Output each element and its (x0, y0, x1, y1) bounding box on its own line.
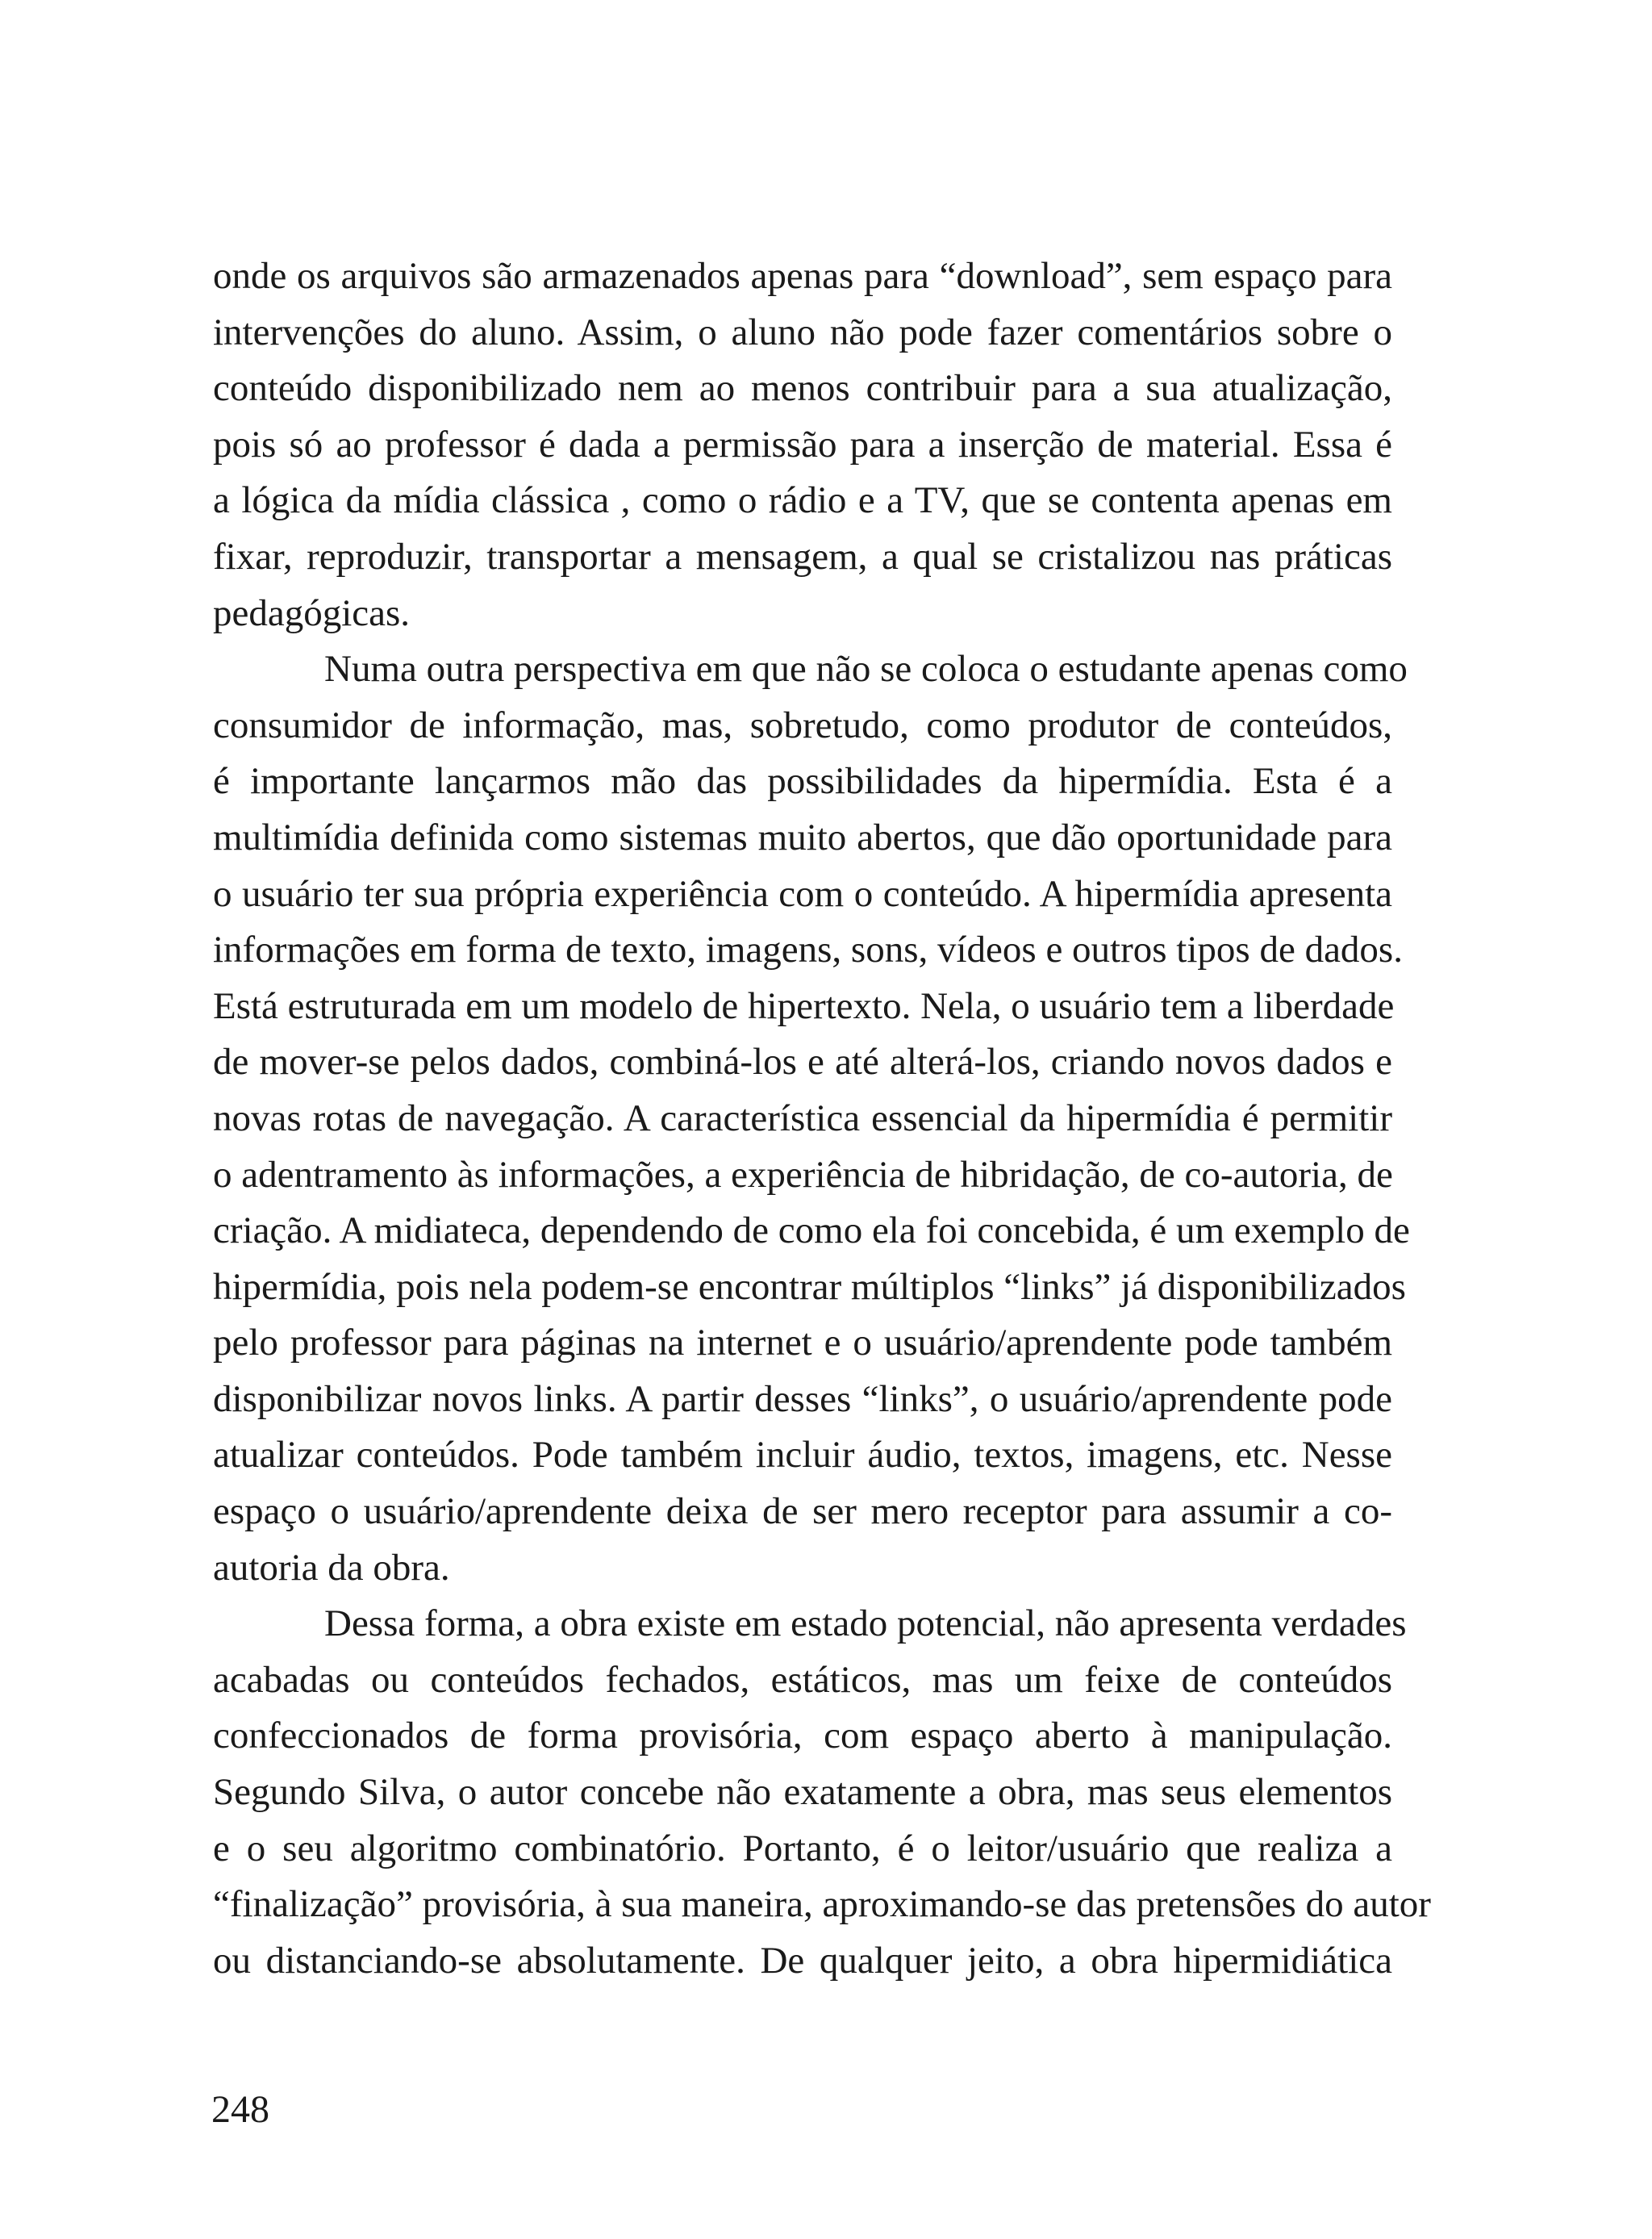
paragraph-1 (213, 249, 1392, 641)
paragraph-3 (213, 1596, 1431, 1989)
text-line: é importante lançarmos mão das possibilidades da hipermídia. Esta é a (213, 760, 1392, 803)
text-line: de mover-se pelos dados, combiná-los e até alterá-los, criando novos dados e (213, 1041, 1392, 1084)
text-line: autoria da obra. (213, 1546, 450, 1589)
text-line: “finalização” provisória, à sua maneira, aproximando-se das pretensões do autor (213, 1883, 1431, 1926)
text-line: pois só ao professor é dada a permissão para a inserção de material. Essa é (213, 423, 1392, 466)
text-line: informações em forma de texto, imagens, sons, vídeos e outros tipos de dados. (213, 929, 1403, 971)
text-line: consumidor de informação, mas, sobretudo, como produtor de conteúdos, (213, 704, 1392, 746)
text-line: disponibilizar novos links. A partir desses “links”, o usuário/aprendente pode (213, 1377, 1392, 1420)
text-line: multimídia definida como sistemas muito abertos, que dão oportunidade para (213, 816, 1392, 858)
page-number: 248 (211, 2088, 269, 2131)
text-line: fixar, reproduzir, transportar a mensagem, a qual se cristalizou nas práticas (213, 535, 1392, 578)
text-line: ou distanciando-se absolutamente. De qualquer jeito, a obra hipermidiática (213, 1939, 1392, 1982)
text-line: Segundo Silva, o autor concebe não exatamente a obra, mas seus elementos (213, 1771, 1392, 1814)
text-line: o usuário ter sua própria experiência com o conteúdo. A hipermídia apresenta (213, 872, 1392, 915)
text-line: hipermídia, pois nela podem-se encontrar múltiplos “links” já disponibilizados (213, 1265, 1406, 1308)
text-line: Está estruturada em um modelo de hipertexto. Nela, o usuário tem a liberdade (213, 984, 1395, 1027)
text-line: onde os arquivos são armazenados apenas para “download”, sem espaço para (213, 255, 1392, 297)
text-line: o adentramento às informações, a experiência de hibridação, de co-autoria, de (213, 1153, 1393, 1196)
text-line: criação. A midiateca, dependendo de como ela foi concebida, é um exemplo de (213, 1209, 1410, 1252)
paragraph-2 (213, 641, 1410, 1596)
text-line: acabadas ou conteúdos fechados, estáticos, mas um feixe de conteúdos (213, 1658, 1392, 1701)
text-line: intervenções do aluno. Assim, o aluno não pode fazer comentários sobre o (213, 311, 1392, 353)
text-line: espaço o usuário/aprendente deixa de ser mero receptor para assumir a co- (213, 1490, 1392, 1533)
text-line: confeccionados de forma provisória, com espaço aberto à manipulação. (213, 1715, 1392, 1757)
text-line: pedagógicas. (213, 591, 411, 634)
text-line: Numa outra perspectiva em que não se coloca o estudante apenas como (324, 648, 1408, 691)
text-line: Dessa forma, a obra existe em estado potencial, não apresenta verdades (324, 1602, 1407, 1645)
text-line: atualizar conteúdos. Pode também incluir áudio, textos, imagens, etc. Nesse (213, 1434, 1392, 1477)
page-body (213, 249, 1431, 1989)
text-line: novas rotas de navegação. A característica essencial da hipermídia é permitir (213, 1097, 1392, 1139)
text-line: a lógica da mídia clássica , como o rádio e a TV, que se contenta apenas em (213, 479, 1392, 522)
text-line: e o seu algoritmo combinatório. Portanto, é o leitor/usuário que realiza a (213, 1827, 1392, 1869)
text-line: pelo professor para páginas na internet e o usuário/aprendente pode também (213, 1322, 1392, 1364)
text-line: conteúdo disponibilizado nem ao menos contribuir para a sua atualização, (213, 367, 1392, 410)
